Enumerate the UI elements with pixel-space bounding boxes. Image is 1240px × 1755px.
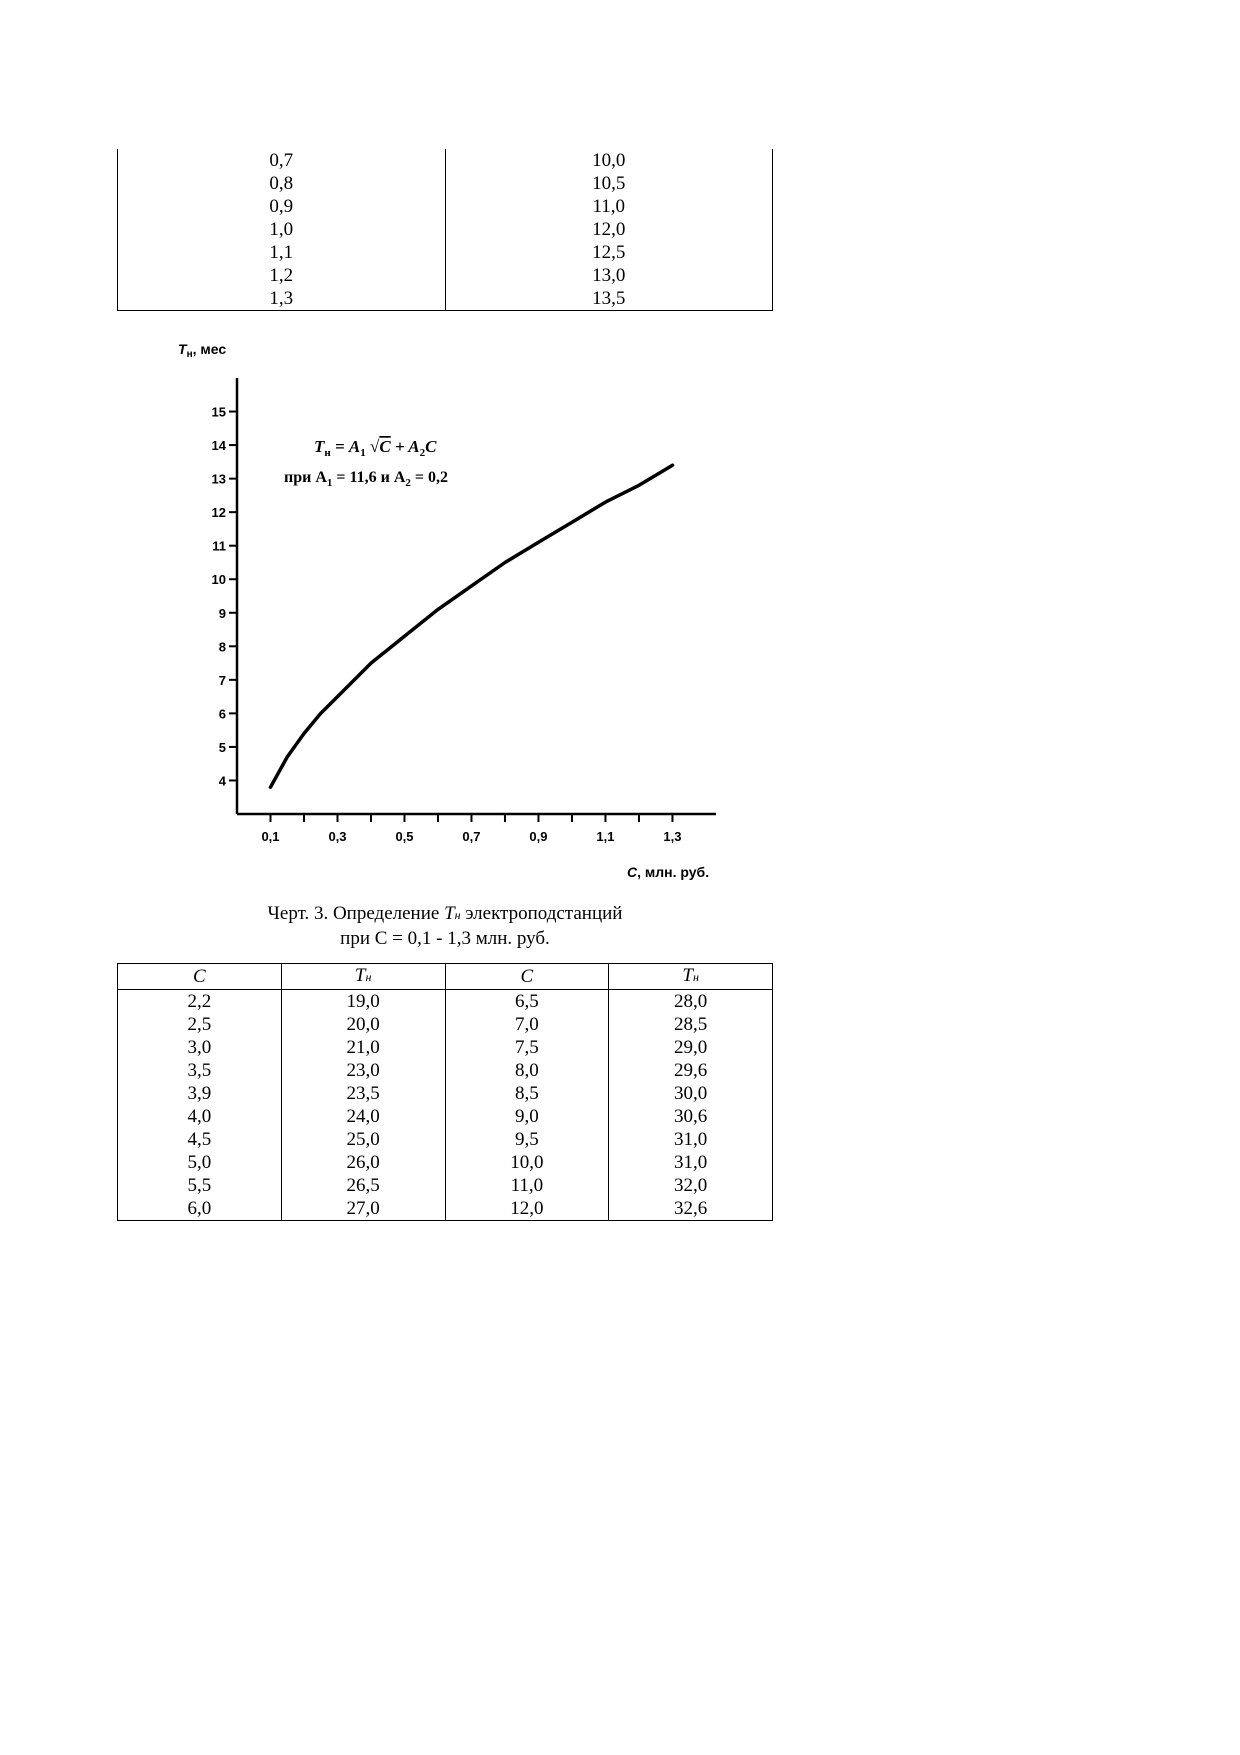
table-cell: 24,0 bbox=[281, 1105, 445, 1128]
table-cell: 5,5 bbox=[118, 1174, 282, 1197]
x-tick-label: 0,3 bbox=[328, 829, 347, 844]
table-cell: 0,8 bbox=[118, 172, 446, 195]
column-header-main: C bbox=[193, 966, 206, 987]
table-cell: 29,6 bbox=[609, 1059, 773, 1082]
table-cell: 28,0 bbox=[609, 990, 773, 1014]
y-axis-label: $T_н$, мес bbox=[178, 341, 227, 360]
x-tick-label: 1,1 bbox=[596, 829, 615, 844]
bottom-table-body bbox=[118, 990, 773, 1221]
y-tick-label: 9 bbox=[218, 605, 226, 621]
table-cell: 10,0 bbox=[445, 149, 773, 172]
table-row bbox=[118, 172, 773, 195]
x-tick-label: 0,9 bbox=[529, 829, 548, 844]
column-header bbox=[609, 964, 773, 990]
table-cell: 23,5 bbox=[281, 1082, 445, 1105]
table-row bbox=[118, 218, 773, 241]
table-row bbox=[118, 195, 773, 218]
table-row bbox=[118, 1197, 773, 1221]
table-cell: 29,0 bbox=[609, 1036, 773, 1059]
x-tick-label: 0,1 bbox=[261, 829, 280, 844]
table-row bbox=[118, 1013, 773, 1036]
bottom-table bbox=[117, 963, 773, 1221]
table-cell: 6,5 bbox=[445, 990, 609, 1014]
table-cell: 3,0 bbox=[118, 1036, 282, 1059]
table-cell: 10,0 bbox=[445, 1151, 609, 1174]
table-row bbox=[118, 241, 773, 264]
column-header-sub: н bbox=[365, 970, 372, 984]
table-cell: 26,0 bbox=[281, 1151, 445, 1174]
y-tick-label: 13 bbox=[211, 471, 226, 487]
y-tick-label: 4 bbox=[218, 773, 226, 789]
table-cell: 3,5 bbox=[118, 1059, 282, 1082]
table-row bbox=[118, 1151, 773, 1174]
y-ticks bbox=[212, 405, 237, 789]
table-row bbox=[118, 1036, 773, 1059]
table-cell: 2,5 bbox=[118, 1013, 282, 1036]
x-tick-label: 1,3 bbox=[663, 829, 682, 844]
y-tick-label: 6 bbox=[218, 706, 226, 722]
column-header bbox=[281, 964, 445, 990]
x-ticks bbox=[261, 814, 681, 844]
x-tick-label: 0,7 bbox=[462, 829, 481, 844]
table-cell: 3,9 bbox=[118, 1082, 282, 1105]
table-cell: 10,5 bbox=[445, 172, 773, 195]
y-tick-label: 15 bbox=[211, 404, 226, 420]
y-tick-label: 14 bbox=[211, 438, 226, 454]
y-tick-label: 7 bbox=[218, 672, 226, 688]
bottom-table-head bbox=[118, 964, 773, 990]
y-tick-label: 11 bbox=[212, 538, 226, 554]
table-cell: 1,0 bbox=[118, 218, 446, 241]
table-row bbox=[118, 287, 773, 311]
table-cell: 0,7 bbox=[118, 149, 446, 172]
x-axis-label: C, млн. руб. bbox=[627, 864, 710, 880]
table-cell: 11,0 bbox=[445, 1174, 609, 1197]
column-header-main: T bbox=[682, 965, 693, 986]
table-cell: 4,0 bbox=[118, 1105, 282, 1128]
curve-series bbox=[271, 465, 673, 787]
table-cell: 7,0 bbox=[445, 1013, 609, 1036]
table-cell: 32,0 bbox=[609, 1174, 773, 1197]
table-cell: 26,5 bbox=[281, 1174, 445, 1197]
table-row bbox=[118, 990, 773, 1014]
table-cell: 12,5 bbox=[445, 241, 773, 264]
column-header-main: C bbox=[520, 966, 534, 987]
table-cell: 1,2 bbox=[118, 264, 446, 287]
table-cell: 8,5 bbox=[445, 1082, 609, 1105]
table-row bbox=[118, 1105, 773, 1128]
table-cell: 8,0 bbox=[445, 1059, 609, 1082]
table-cell: 12,0 bbox=[445, 218, 773, 241]
table-row bbox=[118, 149, 773, 172]
column-header-main: T bbox=[354, 965, 366, 986]
table-cell: 31,0 bbox=[609, 1151, 773, 1174]
table-cell: 5,0 bbox=[118, 1151, 282, 1174]
top-table-body bbox=[118, 149, 773, 311]
table-cell: 6,0 bbox=[118, 1197, 282, 1221]
table-cell: 13,5 bbox=[445, 287, 773, 311]
table-row bbox=[118, 1059, 773, 1082]
table-cell: 23,0 bbox=[281, 1059, 445, 1082]
y-tick-label: 8 bbox=[218, 639, 226, 655]
table-cell: 32,6 bbox=[609, 1197, 773, 1221]
caption-line-1: Черт. 3. Определение Tн электроподстанций bbox=[267, 903, 623, 924]
formula-line-1: $T_н = A_1$ $√C + A_2C$ bbox=[314, 437, 437, 459]
x-tick-label: 0,5 bbox=[395, 829, 414, 844]
top-table bbox=[117, 149, 773, 311]
table-cell: 31,0 bbox=[609, 1128, 773, 1151]
column-header bbox=[118, 964, 282, 990]
y-tick-label: 5 bbox=[218, 739, 226, 755]
table-cell: 11,0 bbox=[445, 195, 773, 218]
table-cell: 12,0 bbox=[445, 1197, 609, 1221]
table-cell: 13,0 bbox=[445, 264, 773, 287]
table-cell: 25,0 bbox=[281, 1128, 445, 1151]
table-cell: 9,0 bbox=[445, 1105, 609, 1128]
caption-line-2: при С = 0,1 - 1,3 млн. руб. bbox=[340, 928, 550, 949]
table-cell: 4,5 bbox=[118, 1128, 282, 1151]
table-cell: 30,6 bbox=[609, 1105, 773, 1128]
table-cell: 0,9 bbox=[118, 195, 446, 218]
tn-chart bbox=[160, 330, 730, 890]
table-cell: 1,3 bbox=[118, 287, 446, 311]
table-cell: 30,0 bbox=[609, 1082, 773, 1105]
table-row bbox=[118, 264, 773, 287]
table-row bbox=[118, 1128, 773, 1151]
figure-caption bbox=[117, 902, 773, 950]
table-cell: 21,0 bbox=[281, 1036, 445, 1059]
table-cell: 7,5 bbox=[445, 1036, 609, 1059]
table-cell: 9,5 bbox=[445, 1128, 609, 1151]
table-cell: 19,0 bbox=[281, 990, 445, 1014]
table-cell: 1,1 bbox=[118, 241, 446, 264]
table-row bbox=[118, 1174, 773, 1197]
table-cell: 28,5 bbox=[609, 1013, 773, 1036]
table-cell: 20,0 bbox=[281, 1013, 445, 1036]
column-header bbox=[445, 964, 609, 990]
table-row bbox=[118, 1082, 773, 1105]
formula-line-2: при $A_1 = 11,6$ и $A_2 = 0,2$ bbox=[284, 469, 449, 489]
bottom-table-header-row bbox=[118, 964, 773, 990]
column-header-sub: н bbox=[692, 970, 699, 984]
table-cell: 27,0 bbox=[281, 1197, 445, 1221]
y-tick-label: 10 bbox=[211, 572, 226, 588]
table-cell: 2,2 bbox=[118, 990, 282, 1014]
y-tick-label: 12 bbox=[211, 505, 226, 521]
